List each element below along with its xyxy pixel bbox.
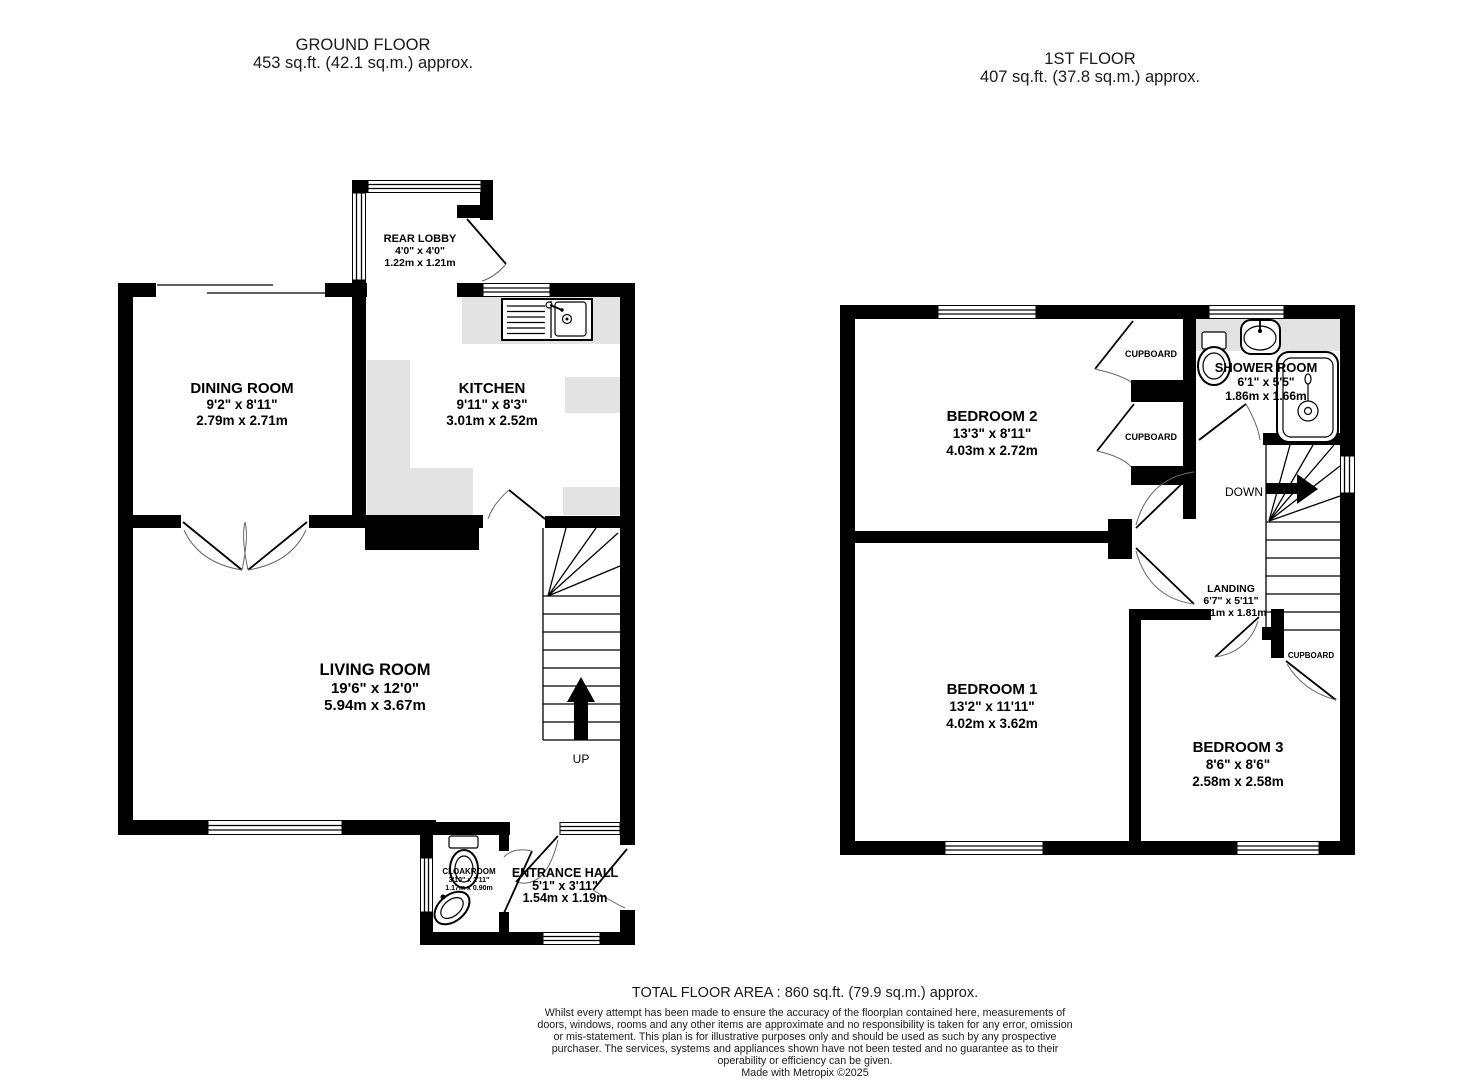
cloakroom-imperial: 3'10" x 2'11" — [448, 877, 490, 884]
bedroom1-label: BEDROOM 1 — [946, 681, 1038, 698]
living-room-metric: 5.94m x 3.67m — [324, 697, 426, 714]
kitchen-metric: 3.01m x 2.52m — [446, 413, 538, 428]
down-label: DOWN — [1225, 485, 1263, 499]
washbasin-icon — [1241, 320, 1280, 354]
dining-room-label: DINING ROOM — [190, 380, 294, 397]
toilet-icon — [1198, 332, 1230, 385]
entrance-hall-label: ENTRANCE HALL — [511, 866, 619, 880]
dining-room-metric: 2.79m x 2.71m — [196, 413, 288, 428]
living-room-imperial: 19'6" x 12'0" — [330, 680, 420, 697]
first-floor-plan — [840, 305, 1355, 855]
landing-label: LANDING — [1207, 583, 1255, 595]
cupboard-bed3-label: CUPBOARD — [1287, 651, 1335, 660]
rear-lobby-metric: 1.22m x 1.21m — [384, 257, 456, 269]
bedroom2-metric: 4.03m x 2.72m — [946, 443, 1038, 458]
disclaimer-text: Whilst every attempt has been made to ensure the accuracy of the floorplan contained here, measurements of doors, windows, rooms and any other items are approximate and no responsibility is taken for any error, omission or mis-statement. This plan is for illustrative purposes only and should be used as such by any prospective purchaser. The services, systems and appliances shown have not been tested and no guarantee as to their operability or efficiency can be given. — [537, 1007, 1073, 1067]
dining-room-imperial: 9'2" x 8'11" — [206, 397, 278, 412]
kitchen-sink-icon — [502, 299, 592, 340]
stairs-down — [1266, 445, 1340, 630]
footer — [467, 985, 1143, 1079]
kitchen-imperial: 9'11" x 8'3" — [456, 397, 528, 412]
rear-lobby-label: REAR LOBBY — [383, 233, 457, 245]
ground-floor-plan — [118, 180, 635, 945]
bedroom1-imperial: 13'2" x 11'11" — [949, 699, 1035, 714]
bedroom2-imperial: 13'3" x 8'11" — [952, 426, 1032, 441]
metropix-credit: Made with Metropix ©2025 — [741, 1067, 869, 1079]
bedroom1-metric: 4.02m x 3.62m — [946, 716, 1038, 731]
ground-floor-area: 453 sq.ft. (42.1 sq.m.) approx. — [252, 54, 474, 72]
bedroom2-label: BEDROOM 2 — [946, 408, 1038, 425]
landing-metric: 2.01m x 1.81m — [1195, 607, 1267, 619]
landing-imperial: 6'7" x 5'11" — [1203, 595, 1259, 607]
bedroom3-label: BEDROOM 3 — [1192, 739, 1284, 756]
first-floor-title: 1ST FLOOR — [1044, 50, 1136, 68]
ground-floor-title: GROUND FLOOR — [295, 36, 431, 54]
cloakroom-label: CLOAKROOM — [442, 867, 496, 876]
living-room-label: LIVING ROOM — [319, 661, 431, 679]
cloakroom-basin-icon — [428, 885, 475, 931]
bedroom3-imperial: 8'6" x 8'6" — [1205, 757, 1271, 772]
down-arrow-icon — [1266, 474, 1318, 504]
entrance-hall-imperial: 5'1" x 3'11" — [532, 879, 598, 893]
cupboard-top-label: CUPBOARD — [1124, 349, 1178, 359]
rear-lobby-imperial: 4'0" x 4'0" — [395, 245, 445, 257]
total-floor-area: TOTAL FLOOR AREA : 860 sq.ft. (79.9 sq.m.) approx. — [631, 985, 979, 1001]
stairs-up — [543, 528, 620, 740]
first-floor-area: 407 sq.ft. (37.8 sq.m.) approx. — [979, 68, 1201, 86]
shower-room-imperial: 6'1" x 5'5" — [1237, 375, 1295, 389]
bedroom3-metric: 2.58m x 2.58m — [1192, 774, 1284, 789]
kitchen-label: KITCHEN — [458, 380, 526, 397]
cloakroom-metric: 1.17m x 0.90m — [445, 885, 493, 892]
cupboard-mid-label: CUPBOARD — [1124, 432, 1178, 442]
up-label: UP — [572, 752, 590, 766]
entrance-hall-metric: 1.54m x 1.19m — [522, 891, 608, 905]
shower-room-label: SHOWER ROOM — [1214, 360, 1318, 375]
shower-room-metric: 1.86m x 1.66m — [1225, 389, 1307, 403]
